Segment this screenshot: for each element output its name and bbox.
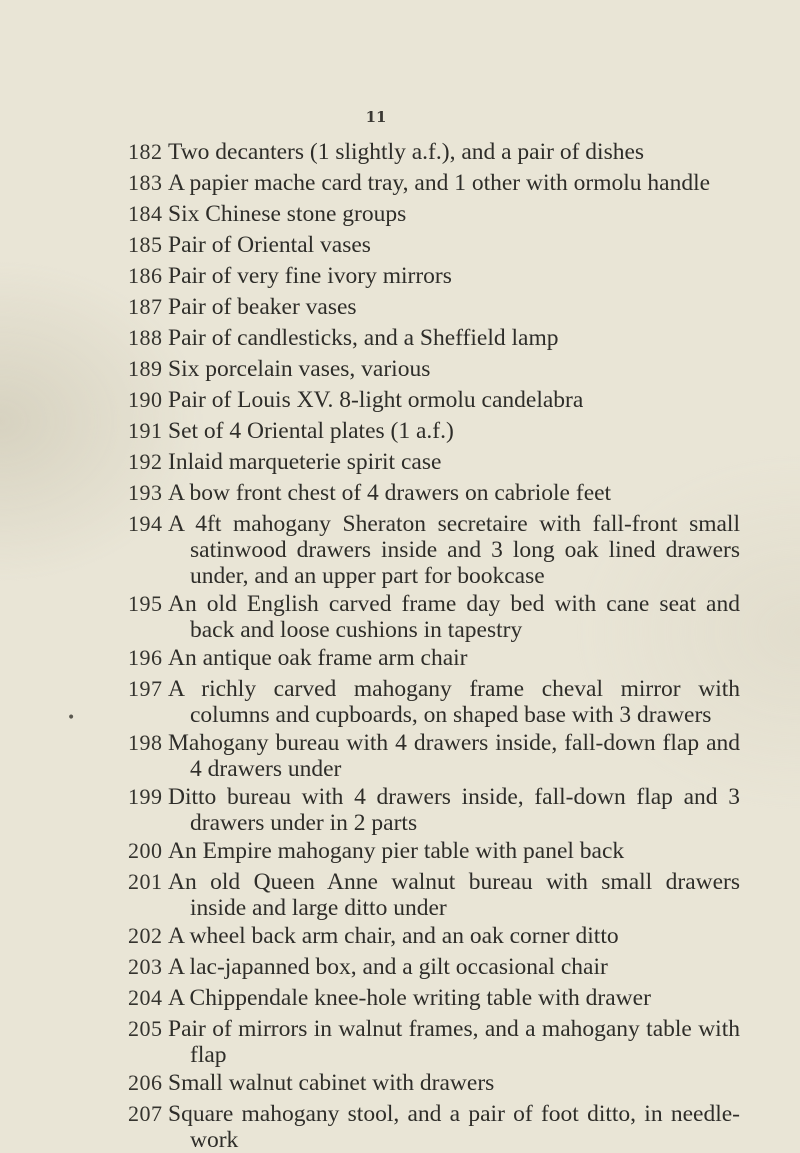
lot-entry: [0, 323, 800, 352]
lot-entry: [0, 385, 800, 414]
lot-description: Pair of mirrors in walnut frames, and a mahogany table with flap: [168, 1016, 740, 1068]
lot-number: 198: [128, 730, 163, 755]
lot-entry: [0, 416, 800, 445]
lot-number: 189: [128, 356, 163, 381]
lot-entry: [0, 230, 800, 259]
lot-description: Pair of very fine ivory mirrors: [168, 263, 452, 289]
lot-description: A bow front chest of 4 drawers on cabriole feet: [168, 480, 612, 506]
lot-number: 188: [128, 325, 163, 350]
lot-number: 199: [128, 784, 163, 809]
lot-entry: [0, 921, 800, 950]
lot-description: Set of 4 Oriental plates (1 a.f.): [168, 418, 454, 444]
lot-number: 206: [128, 1070, 163, 1095]
lot-description: A Chippendale knee-hole writing table with drawer: [168, 985, 651, 1011]
lot-entry: [0, 199, 800, 228]
lot-number: 200: [128, 838, 163, 863]
lot-number: 203: [128, 954, 163, 979]
lot-entry: [0, 261, 800, 290]
lot-description: Small walnut cabinet with drawers: [168, 1070, 495, 1096]
lot-description: A richly carved mahogany frame cheval mirror with columns and cupboards, on shaped base with 3 drawers: [168, 676, 740, 728]
lot-entry: [0, 478, 800, 507]
lot-entry: [0, 1014, 800, 1066]
lot-description: An old Queen Anne walnut bureau with small drawers inside and large ditto under: [168, 869, 740, 921]
lot-number: 187: [128, 294, 163, 319]
lot-description: An Empire mahogany pier table with panel back: [168, 838, 625, 864]
lot-number: 201: [128, 869, 163, 894]
lot-description: A lac-japanned box, and a gilt occasional chair: [168, 954, 608, 980]
lot-number: 207: [128, 1101, 163, 1126]
lot-number: 205: [128, 1016, 163, 1041]
lot-list: [0, 137, 800, 1153]
page-number: 11: [365, 108, 387, 126]
lot-number: 184: [128, 201, 163, 226]
lot-entry: [0, 1099, 800, 1151]
lot-description: Mahogany bureau with 4 drawers inside, fall-down flap and 4 drawers under: [168, 730, 740, 782]
lot-entry: [0, 589, 800, 641]
lot-description: Pair of candlesticks, and a Sheffield lamp: [168, 325, 559, 351]
lot-entry: [0, 509, 800, 587]
lot-number: 195: [128, 591, 163, 616]
lot-description: A papier mache card tray, and 1 other with ormolu handle: [168, 170, 711, 196]
lot-description: Six porcelain vases, various: [168, 356, 431, 382]
lot-description: Six Chinese stone groups: [168, 201, 407, 227]
lot-entry: [0, 447, 800, 476]
lot-entry: [0, 952, 800, 981]
lot-number: 197: [128, 676, 163, 701]
lot-entry: [0, 168, 800, 197]
lot-description: Inlaid marqueterie spirit case: [168, 449, 442, 475]
lot-description: Two decanters (1 slightly a.f.), and a pair of dishes: [168, 139, 645, 165]
lot-description: Pair of Louis XV. 8-light ormolu candelabra: [168, 387, 584, 413]
lot-entry: [0, 836, 800, 865]
lot-entry: [0, 292, 800, 321]
lot-number: 204: [128, 985, 163, 1010]
lot-entry: [0, 1068, 800, 1097]
margin-mark: •: [67, 710, 76, 726]
lot-number: 192: [128, 449, 163, 474]
lot-description: Pair of beaker vases: [168, 294, 357, 320]
lot-description: Pair of Oriental vases: [168, 232, 371, 258]
lot-description: A wheel back arm chair, and an oak corner ditto: [168, 923, 619, 949]
lot-number: 193: [128, 480, 163, 505]
lot-number: 196: [128, 645, 163, 670]
lot-entry: [0, 983, 800, 1012]
lot-description: An antique oak frame arm chair: [168, 645, 468, 671]
lot-entry: [0, 782, 800, 834]
lot-number: 182: [128, 139, 163, 164]
lot-number: 185: [128, 232, 163, 257]
lot-number: 194: [128, 511, 163, 536]
lot-description: Ditto bureau with 4 drawers inside, fall-down flap and 3 drawers under in 2 parts: [168, 784, 740, 836]
lot-number: 191: [128, 418, 163, 443]
lot-entry: [0, 643, 800, 672]
lot-description: A 4ft mahogany Sheraton secretaire with fall-front small satinwood drawers inside and 3 long oak lined drawers under, and an upper part for bookcase: [168, 511, 740, 589]
lot-description: An old English carved frame day bed with cane seat and back and loose cushions in tapestry: [168, 591, 740, 643]
lot-entry: [0, 137, 800, 166]
lot-number: 190: [128, 387, 163, 412]
lot-number: 183: [128, 170, 163, 195]
lot-number: 186: [128, 263, 163, 288]
lot-entry: [0, 867, 800, 919]
lot-entry: [0, 728, 800, 780]
lot-entry: [0, 354, 800, 383]
lot-entry: [0, 674, 800, 726]
lot-description: Square mahogany stool, and a pair of foot ditto, in needle-work: [168, 1101, 740, 1153]
lot-number: 202: [128, 923, 163, 948]
